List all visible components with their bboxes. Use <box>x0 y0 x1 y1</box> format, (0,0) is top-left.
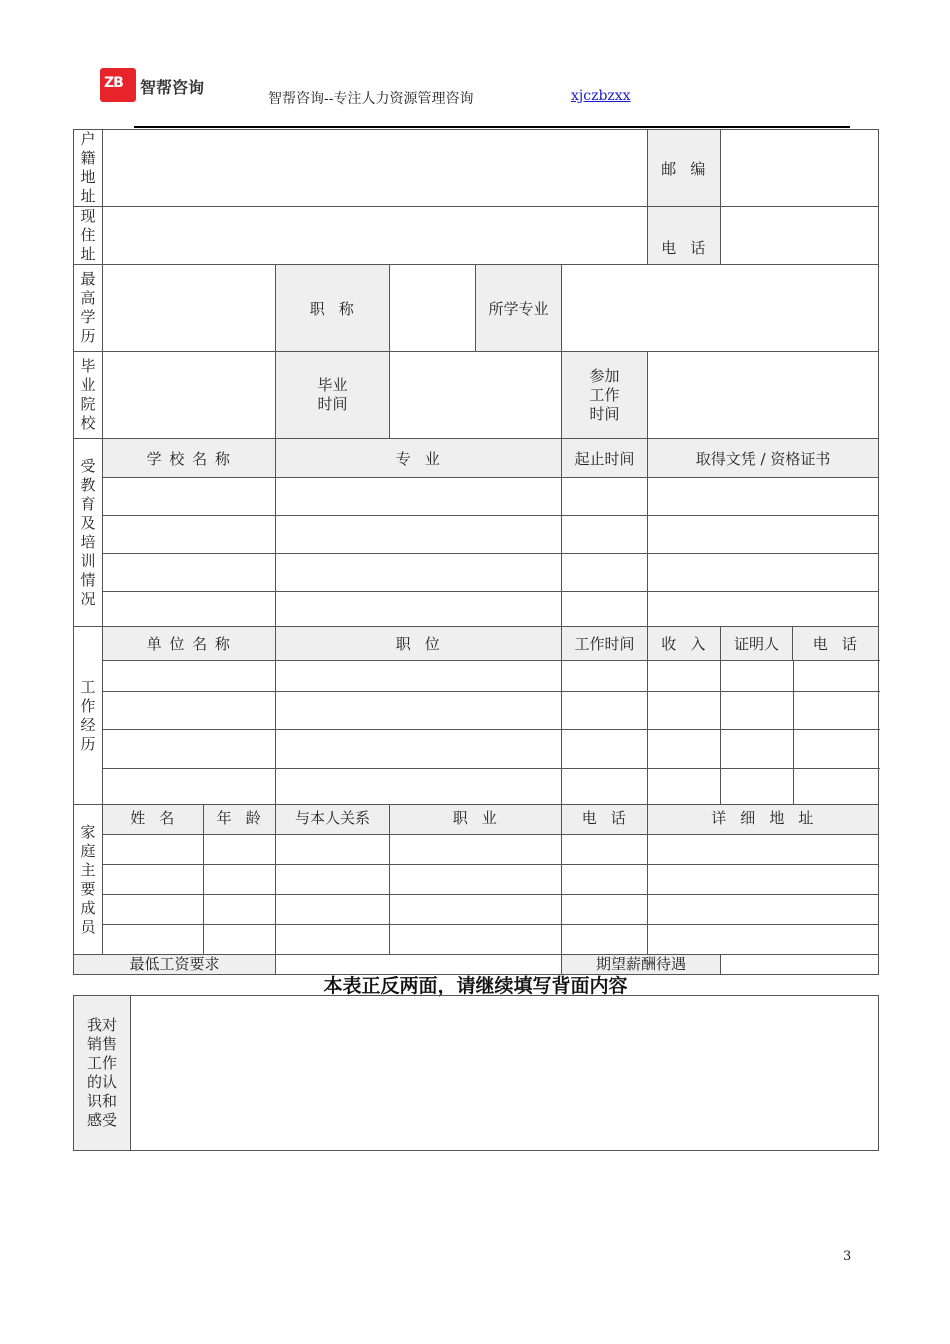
page-number: 3 <box>843 1249 852 1264</box>
work-position-cell[interactable] <box>276 661 562 692</box>
edu-major-cell[interactable] <box>276 478 562 516</box>
work-col-position: 职 位 <box>276 627 562 661</box>
work-company-cell[interactable] <box>103 769 276 805</box>
major-field[interactable] <box>562 265 879 352</box>
work-income-cell[interactable] <box>648 661 721 692</box>
edu-school-cell[interactable] <box>103 516 276 554</box>
family-col-age: 年 龄 <box>204 805 276 835</box>
table-row <box>74 835 879 865</box>
work-start-time-label: 参加工作时间 <box>562 352 648 439</box>
family-age-cell[interactable] <box>204 865 276 895</box>
work-reference-phone-cell[interactable] <box>721 661 879 692</box>
education-header-row <box>74 439 879 478</box>
double-sided-notice: 本表正反两面，请继续填写背面内容 <box>323 975 628 997</box>
expected-salary-label: 期望薪酬待遇 <box>562 955 721 975</box>
table-row <box>74 865 879 895</box>
edu-school-cell[interactable] <box>103 478 276 516</box>
header-title: 智帮咨询--专注人力资源管理咨询 <box>268 91 474 107</box>
current-address-field[interactable] <box>103 207 648 265</box>
family-phone-cell[interactable] <box>562 895 648 925</box>
work-reference-cell[interactable] <box>721 661 794 691</box>
work-duration-cell[interactable] <box>562 692 648 730</box>
table-row <box>74 516 879 554</box>
highest-education-field[interactable] <box>103 265 276 352</box>
sales-perception-field[interactable] <box>131 996 879 1151</box>
family-occupation-cell[interactable] <box>390 895 562 925</box>
family-col-address: 详 细 地 址 <box>648 805 879 835</box>
family-relation-cell[interactable] <box>276 865 390 895</box>
min-salary-label: 最低工资要求 <box>74 955 276 975</box>
postcode-field[interactable] <box>721 130 879 207</box>
family-address-cell[interactable] <box>648 925 879 955</box>
family-address-cell[interactable] <box>648 865 879 895</box>
table-row <box>74 692 879 730</box>
work-company-cell[interactable] <box>103 661 276 692</box>
company-logo <box>100 68 208 102</box>
family-address-cell[interactable] <box>648 895 879 925</box>
family-address-cell[interactable] <box>648 835 879 865</box>
work-reference-cell[interactable] <box>721 692 794 729</box>
table-row <box>74 592 879 627</box>
edu-period-cell[interactable] <box>562 592 648 627</box>
phone-label: 电 话 <box>648 207 721 265</box>
family-age-cell[interactable] <box>204 925 276 955</box>
highest-education-label: 最高学历 <box>74 265 103 352</box>
family-occupation-cell[interactable] <box>390 835 562 865</box>
work-col-reference-phone <box>721 627 879 661</box>
family-name-cell[interactable] <box>103 925 204 955</box>
family-col-relation: 与本人关系 <box>276 805 390 835</box>
family-phone-cell[interactable] <box>562 865 648 895</box>
work-income-cell[interactable] <box>648 692 721 730</box>
edu-col-certificate: 取得文凭 / 资格证书 <box>648 439 879 478</box>
row-highest-education <box>74 265 879 352</box>
job-title-field[interactable] <box>390 265 476 352</box>
hukou-address-label: 户籍地址 <box>74 130 103 207</box>
major-label: 所学专业 <box>476 265 562 352</box>
work-reference-phone-cell[interactable] <box>721 730 879 769</box>
work-section-label: 工作经历 <box>74 627 103 805</box>
work-income-cell[interactable] <box>648 730 721 769</box>
phone-field[interactable] <box>721 207 879 265</box>
work-phone-cell[interactable] <box>794 692 878 729</box>
work-col-income: 收 入 <box>648 627 721 661</box>
postcode-label: 邮 编 <box>648 130 721 207</box>
job-title-label: 职 称 <box>276 265 390 352</box>
edu-certificate-cell[interactable] <box>648 478 879 516</box>
header-link[interactable]: xjczbzxx <box>571 88 631 104</box>
work-col-company: 单 位 名 称 <box>103 627 276 661</box>
hukou-address-field[interactable] <box>103 130 648 207</box>
work-header-row <box>74 627 879 661</box>
work-phone-cell[interactable] <box>794 661 878 691</box>
edu-period-cell[interactable] <box>562 478 648 516</box>
education-section-label: 受教育及培训情况 <box>74 439 103 627</box>
edu-certificate-cell[interactable] <box>648 592 879 627</box>
family-col-occupation: 职 业 <box>390 805 562 835</box>
table-row <box>74 769 879 805</box>
current-address-label: 现住址 <box>74 207 103 265</box>
work-start-time-field[interactable] <box>648 352 879 439</box>
family-name-cell[interactable] <box>103 865 204 895</box>
family-name-cell[interactable] <box>103 835 204 865</box>
family-occupation-cell[interactable] <box>390 925 562 955</box>
work-phone-cell[interactable] <box>794 730 878 768</box>
family-relation-cell[interactable] <box>276 925 390 955</box>
work-reference-cell[interactable] <box>721 730 794 768</box>
edu-period-cell[interactable] <box>562 554 648 592</box>
work-position-cell[interactable] <box>276 769 562 805</box>
family-col-name: 姓 名 <box>103 805 204 835</box>
family-phone-cell[interactable] <box>562 835 648 865</box>
sales-perception-label: 我对销售工作的认识和感受 <box>74 996 131 1151</box>
table-row <box>74 554 879 592</box>
edu-col-period: 起止时间 <box>562 439 648 478</box>
edu-period-cell[interactable] <box>562 516 648 554</box>
work-position-cell[interactable] <box>276 730 562 769</box>
work-duration-cell[interactable] <box>562 769 648 805</box>
header-divider <box>134 126 850 128</box>
graduation-time-label: 毕业时间 <box>276 352 390 439</box>
row-current-address <box>74 207 879 265</box>
family-age-cell[interactable] <box>204 895 276 925</box>
family-age-cell[interactable] <box>204 835 276 865</box>
family-name-cell[interactable] <box>103 895 204 925</box>
family-phone-cell[interactable] <box>562 925 648 955</box>
edu-major-cell[interactable] <box>276 592 562 627</box>
work-duration-cell[interactable] <box>562 661 648 692</box>
table-row <box>74 895 879 925</box>
work-col-duration: 工作时间 <box>562 627 648 661</box>
work-reference-cell[interactable] <box>721 769 794 804</box>
edu-major-cell[interactable] <box>276 516 562 554</box>
table-row <box>74 661 879 692</box>
work-company-cell[interactable] <box>103 692 276 730</box>
edu-col-major: 专 业 <box>276 439 562 478</box>
work-income-cell[interactable] <box>648 769 721 805</box>
graduated-school-label: 毕业院校 <box>74 352 103 439</box>
graduated-school-field[interactable] <box>103 352 276 439</box>
edu-certificate-cell[interactable] <box>648 516 879 554</box>
row-graduation <box>74 352 879 439</box>
work-duration-cell[interactable] <box>562 730 648 769</box>
work-company-cell[interactable] <box>103 730 276 769</box>
application-form-table <box>73 129 879 975</box>
family-col-phone: 电 话 <box>562 805 648 835</box>
edu-certificate-cell[interactable] <box>648 554 879 592</box>
family-header-row <box>74 805 879 835</box>
graduation-time-field[interactable] <box>390 352 562 439</box>
logo-mark-icon: ZB <box>100 68 136 102</box>
edu-major-cell[interactable] <box>276 554 562 592</box>
sales-perception-table <box>73 995 879 1151</box>
sales-perception-row <box>74 996 879 1151</box>
work-col-phone: 电 话 <box>812 635 859 653</box>
edu-col-school: 学 校 名 称 <box>103 439 276 478</box>
table-row <box>74 730 879 769</box>
edu-school-cell[interactable] <box>103 554 276 592</box>
table-row <box>74 925 879 955</box>
work-phone-cell[interactable] <box>794 769 878 804</box>
row-hukou-address <box>74 130 879 207</box>
family-section-label: 家庭主要成员 <box>74 805 103 955</box>
table-row <box>74 478 879 516</box>
logo-text: 智帮咨询 <box>140 78 205 97</box>
family-occupation-cell[interactable] <box>390 865 562 895</box>
work-reference-phone-cell[interactable] <box>721 692 879 730</box>
work-col-reference: 证明人 <box>721 627 793 660</box>
work-position-cell[interactable] <box>276 692 562 730</box>
work-reference-phone-cell[interactable] <box>721 769 879 805</box>
family-relation-cell[interactable] <box>276 895 390 925</box>
edu-school-cell[interactable] <box>103 592 276 627</box>
family-relation-cell[interactable] <box>276 835 390 865</box>
